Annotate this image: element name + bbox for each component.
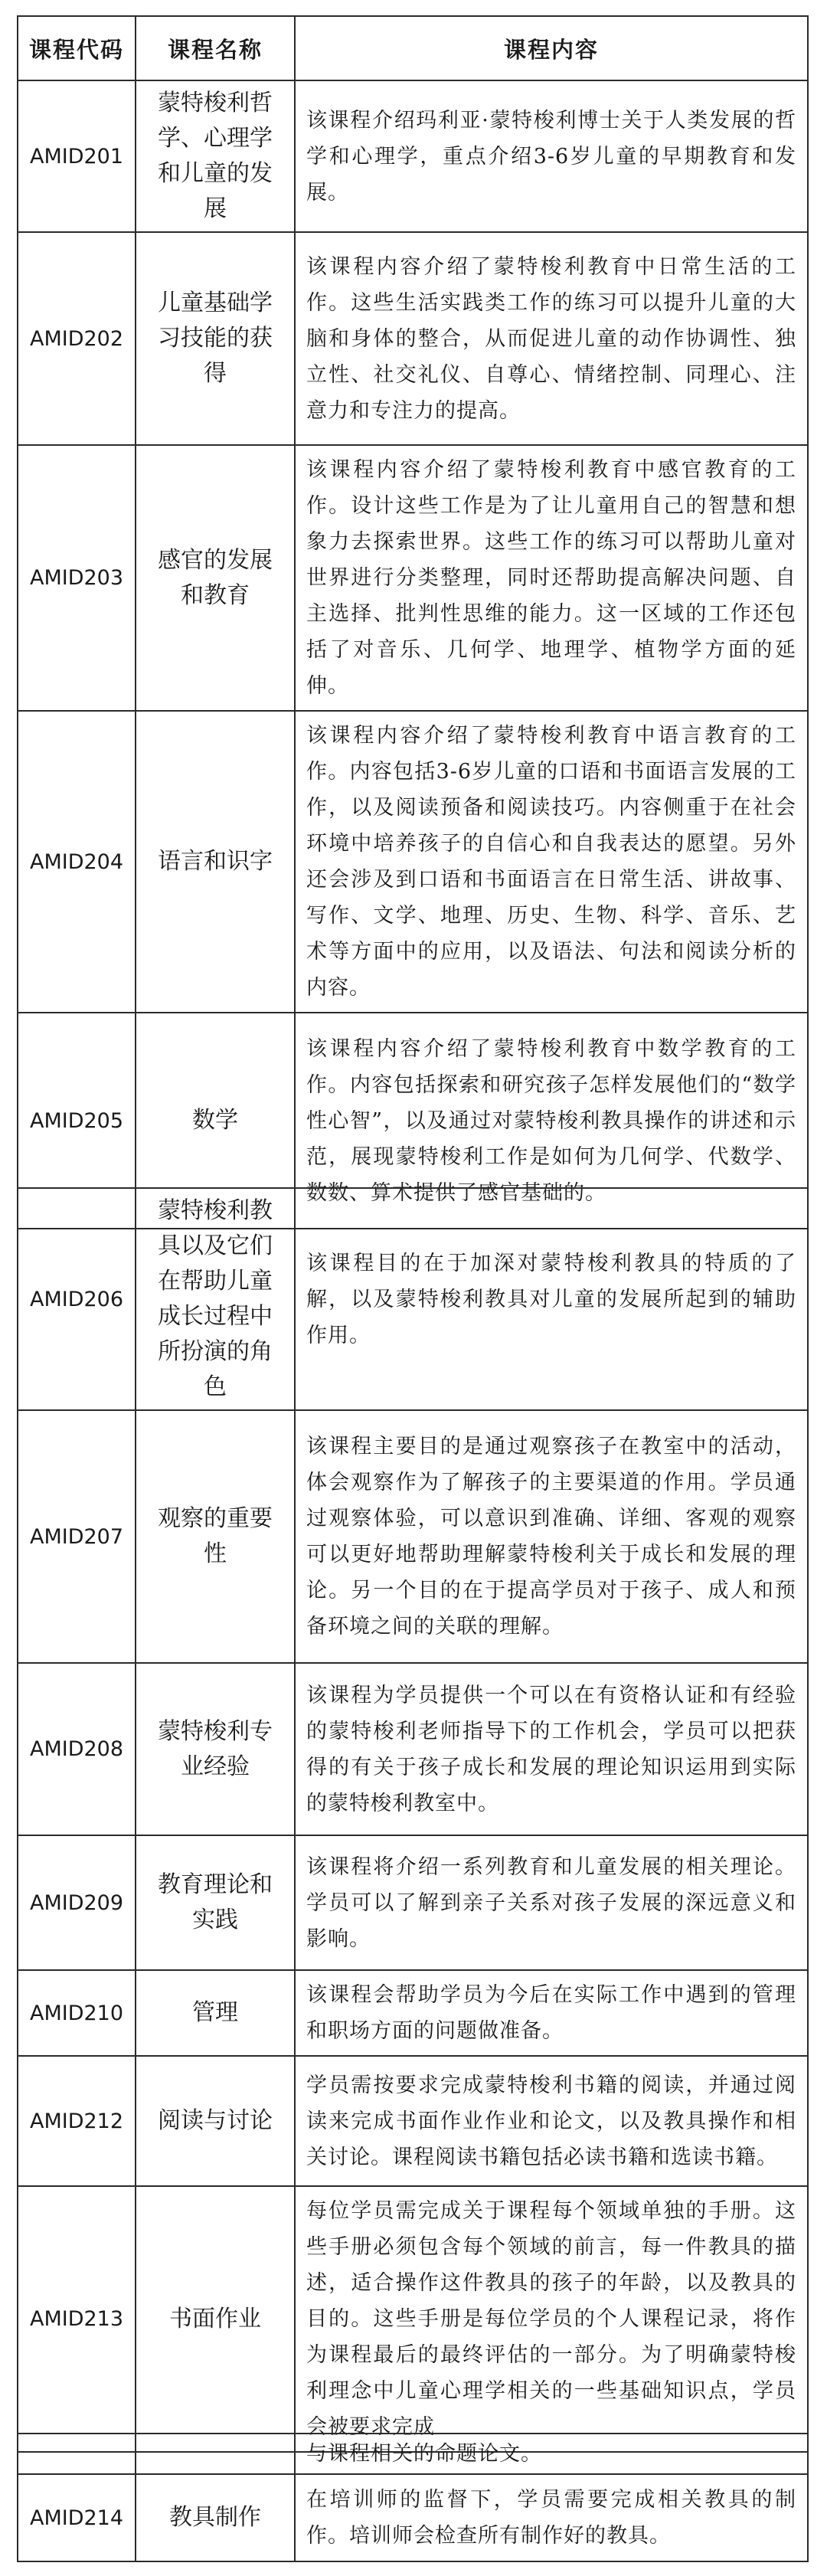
course-code: AMID205 [18, 1013, 136, 1229]
course-code: AMID201 [18, 80, 136, 232]
course-code: AMID207 [18, 1410, 136, 1663]
table-row [18, 445, 808, 711]
course-code: AMID209 [18, 1835, 136, 1970]
course-name: 阅读与讨论 [136, 2056, 295, 2186]
course-code: AMID213 [18, 2186, 136, 2452]
table-row [18, 1835, 808, 1970]
table-row [18, 1410, 808, 1663]
table-row [18, 711, 808, 1013]
course-content: 在培训师的监督下，学员需要完成相关教具的制作。培训师会检查所有制作好的教具。 [295, 2474, 808, 2561]
table-row [18, 2474, 808, 2561]
course-name: 书面作业 [136, 2186, 295, 2452]
header-content: 课程内容 [295, 16, 808, 80]
course-code [18, 2434, 136, 2474]
course-content: 该课程内容介绍了蒙特梭利教育中语言教育的工作。内容包括3-6岁儿童的口语和书面语言发展的工作，以及阅读预备和阅读技巧。内容侧重于在社会环境中培养孩子的自信心和自我表达的愿望。另外还会涉及到口语和书面语言在日常生活、讲故事、写作、文学、地理、历史、生物、科学、音乐、艺术等方面中的应用，以及语法、句法和阅读分析的内容。 [295, 711, 808, 1013]
course-name: 蒙特梭利专业经验 [136, 1663, 295, 1835]
course-content: 该课程内容介绍了蒙特梭利教育中数学教育的工作。内容包括探索和研究孩子怎样发展他们的“数学性心智”，以及通过对蒙特梭利教具操作的讲述和示范，展现蒙特梭利工作是如何为几何学、代数学、数数、算术提供了感官基础的。 [295, 1013, 808, 1229]
course-content: 该课程将介绍一系列教育和儿童发展的相关理论。学员可以了解到亲子关系对孩子发展的深远意义和影响。 [295, 1835, 808, 1970]
course-name: 教具制作 [136, 2474, 295, 2561]
course-code: AMID202 [18, 232, 136, 445]
course-code: AMID210 [18, 1970, 136, 2056]
course-name: 蒙特梭利教具以及它们在帮助儿童成长过程中所扮演的角色 [136, 1188, 295, 1410]
course-name: 教育理论和实践 [136, 1835, 295, 1970]
course-table-page-3 [17, 2433, 807, 2562]
course-name: 儿童基础学习技能的获得 [136, 232, 295, 445]
course-content: 该课程内容介绍了蒙特梭利教育中感官教育的工作。设计这些工作是为了让儿童用自己的智慧和想象力去探索世界。这些工作的练习可以帮助儿童对世界进行分类整理，同时还帮助提高解决问题、自主选择、批判性思维的能力。这一区域的工作还包括了对音乐、几何学、地理学、植物学方面的延伸。 [295, 445, 808, 711]
table-row [18, 80, 808, 232]
course-code: AMID204 [18, 711, 136, 1013]
header-code: 课程代码 [18, 16, 136, 80]
course-content: 该课程目的在于加深对蒙特梭利教具的特质的了解，以及蒙特梭利教具对儿童的发展所起到的辅助作用。 [295, 1188, 808, 1410]
course-code: AMID214 [18, 2474, 136, 2561]
table-row [18, 1188, 808, 1410]
course-content: 每位学员需完成关于课程每个领域单独的手册。这些手册必须包含每个领域的前言，每一件教具的描述，适合操作这件教具的孩子的年龄，以及教具的目的。这些手册是每位学员的个人课程记录，将作为课程最后的最终评估的一部分。为了明确蒙特梭利理念中儿童心理学相关的一些基础知识点，学员会被要求完成 [295, 2186, 808, 2452]
header-name: 课程名称 [136, 16, 295, 80]
course-content: 该课程内容介绍了蒙特梭利教育中日常生活的工作。这些生活实践类工作的练习可以提升儿童的大脑和身体的整合，从而促进儿童的动作协调性、独立性、社交礼仪、自尊心、情绪控制、同理心、注意力和专注力的提高。 [295, 232, 808, 445]
course-table-page-2 [17, 1187, 807, 2453]
course-name: 感官的发展和教育 [136, 445, 295, 711]
course-table-page-1 [17, 15, 807, 1229]
table-row [18, 1663, 808, 1835]
course-name: 蒙特梭利哲学、心理学和儿童的发展 [136, 80, 295, 232]
course-name [136, 2434, 295, 2474]
course-content: 该课程主要目的是通过观察孩子在教室中的活动，体会观察作为了解孩子的主要渠道的作用。学员通过观察体验，可以意识到准确、详细、客观的观察可以更好地帮助理解蒙特梭利关于成长和发展的理论。另一个目的在于提高学员对于孩子、成人和预备环境之间的关联的理解。 [295, 1410, 808, 1663]
course-content: 与课程相关的命题论文。 [295, 2434, 808, 2474]
course-name: 观察的重要性 [136, 1410, 295, 1663]
course-content: 该课程介绍玛利亚·蒙特梭利博士关于人类发展的哲学和心理学，重点介绍3-6岁儿童的早期教育和发展。 [295, 80, 808, 232]
course-content: 学员需按要求完成蒙特梭利书籍的阅读，并通过阅读来完成书面作业作业和论文，以及教具操作和相关讨论。课程阅读书籍包括必读书籍和选读书籍。 [295, 2056, 808, 2186]
course-content: 该课程为学员提供一个可以在有资格认证和有经验的蒙特梭利老师指导下的工作机会，学员可以把获得的有关于孩子成长和发展的理论知识运用到实际的蒙特梭利教室中。 [295, 1663, 808, 1835]
course-code: AMID208 [18, 1663, 136, 1835]
table-header-row [18, 16, 808, 80]
course-code: AMID206 [18, 1188, 136, 1410]
course-content: 该课程会帮助学员为今后在实际工作中遇到的管理和职场方面的问题做准备。 [295, 1970, 808, 2056]
table-row [18, 2186, 808, 2452]
course-code: AMID212 [18, 2056, 136, 2186]
course-name: 管理 [136, 1970, 295, 2056]
course-code: AMID203 [18, 445, 136, 711]
table-row [18, 2056, 808, 2186]
table-row [18, 232, 808, 445]
table-row [18, 1970, 808, 2056]
course-name: 数学 [136, 1013, 295, 1229]
course-name: 语言和识字 [136, 711, 295, 1013]
table-row [18, 2434, 808, 2474]
